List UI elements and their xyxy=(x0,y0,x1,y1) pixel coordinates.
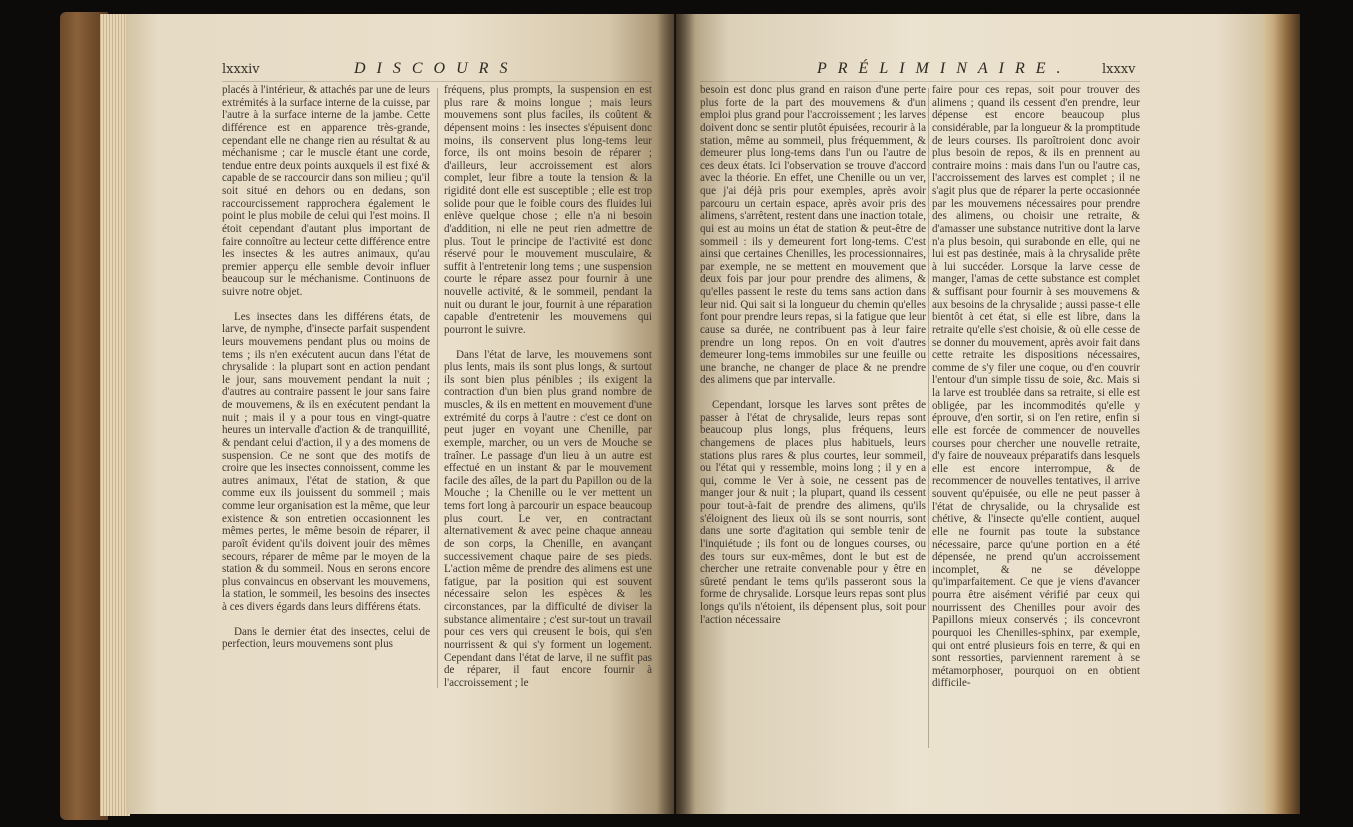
left-column-rule xyxy=(437,88,438,688)
left-header-rule xyxy=(222,81,652,82)
right-column-2 xyxy=(932,84,1140,760)
book-cover-right xyxy=(1262,14,1300,814)
left-column-1 xyxy=(222,84,430,710)
left-column-2 xyxy=(444,84,652,728)
paragraph: besoin est donc plus grand en raison d'une perte plus forte de la part des mouvemens & d'un emploi plus grand pour l'accroissement ; les larves doivent donc se sentir plutôt épuisées, recourir à la station, même au sommeil, plus fréquemment, & demeurer plus long-tems dans l'un ou l'autre de ces deux états. Ici l'observation se trouve d'accord avec la théorie. En effet, une Chenille ou un ver, que j'ai déjà pris pour exemples, après avoir parcouru un certain espace, après avoir pris des alimens, s'arrêtent, restent dans une inaction totale, qui est au moins un état de station & peut-être de sommeil : ils y demeurent fort long-tems. C'est ainsi que certaines Chenilles, les processionnaires, par exemple, ne se mettent en mouvement que deux fois par jour pour prendre des alimens, & qu'elles passent le reste du tems sans action dans leur nid. Qui sait si la longueur du chemin qu'elles font pour prendre leurs repas, si la fatigue que leur cause sa durée, ne contribuent pas à leur faire prendre un long repos. On en voit d'autres demeurer long-tems immobiles sur une feuille ou une branche, ne changer de place & ne prendre des alimens que par intervalle. xyxy=(700,84,926,387)
paragraph: Dans le dernier état des insectes, celui de perfection, leurs mouvemens sont plus xyxy=(222,625,430,651)
right-column-rule xyxy=(928,88,929,748)
book-gutter xyxy=(656,14,696,814)
right-running-head: PRÉLIMINAIRE. xyxy=(817,60,1072,77)
paragraph: fréquens, plus prompts, la suspension en est plus rare & moins longue ; mais leurs mouvemens sont plus faciles, ils coûtent & dépensent moins : les insectes s'épuisent donc moins, ils conservent plus long-tems leur force, ils ont moins besoin de réparer ; d'ailleurs, leur accroissement est alors complet, leur fibre a toute la tension & la rigidité dont elle est susceptible ; elle est trop solide pour que le foible cours des fluides lui enlève quelque chose ; elle n'a ni besoin d'addition, ni elle ne peut rien admettre de plus. Tout le principe de l'activité est donc réservé pour le mouvement musculaire, & suffit à l'entretenir long tems ; une suspension courte le répare assez pour fournir à une nouvelle activité, & le sommeil, pendant la nuit ou durant le jour, fournit à une réparation capable d'entretenir les mouvemens qui pourront le suivre. xyxy=(444,84,652,336)
left-running-head: DISCOURS xyxy=(354,60,519,77)
paragraph: Les insectes dans les différens états, de larve, de nymphe, d'insecte parfait suspendent leurs mouvemens pendant plus ou moins de tems ; ils n'en exécutent aucun dans l'état de chrysalide : la plupart sont en action pendant le jour, sans mouvement pendant la nuit ; d'autres au contraire passent le jour sans faire de mouvemens, & ils en exécutent pendant la nuit ; mais il y a pour tous en vingt-quatre heures un intervalle d'action & de tranquillité, & pendant celui d'action, il y a des momens de suspension. Ce ne sont que des motifs de croire que les insectes connoissent, comme les autres animaux, l'état de station, & que comme eux ils jouissent du sommeil ; mais comme leur organisation est la même, que leur existence & son entretien occasionnent les mêmes pertes, le même besoin de réparer, il paroît évident qu'ils doivent jouir des mêmes secours, réparer de même par le moyen de la station & du sommeil. Nous en serons encore plus convaincus en observant les mouvemens, la station, le sommeil, les besoins des insectes à ces divers égards dans leurs différens états. xyxy=(222,310,430,613)
paragraph: placés à l'intérieur, & attachés par une de leurs extrémités à la surface interne de la cuisse, par l'autre à la surface interne de la jambe. Cette différence est en apparence très-grande, cependant elle ne change rien au résultat & au méchanisme ; car le muscle étant une corde, tendue entre deux points auxquels il est fixé & capable de se raccourcir dans son milieu ; qu'il soit situé en dehors ou en dedans, son raccourcissement rapprochera également le point le plus mobile de celui qui l'est moins. Il étoit cependant d'autant plus important de faire connoître au lecteur cette différence entre les insectes & les autres animaux, qu'au premier apperçu elle semble devoir influer beaucoup sur le méchanisme. Continuons de suivre notre objet. xyxy=(222,84,430,298)
paragraph: Cependant, lorsque les larves sont prêtes de passer à l'état de chrysalide, leurs repas sont beaucoup plus longs, plus fréquens, leurs changemens de places plus habituels, leurs stations plus rares & plus courtes, leur sommeil, ou l'état qui y ressemble, moins long ; il y en a qui, comme le Ver à soie, ne cessent pas de manger jour & nuit ; la plupart, quand ils cessent pour tout-à-fait de prendre des alimens, qu'ils s'éloignent des lieux où ils se sont nourris, sont dans une sorte d'agitation qui semble tenir de l'inquiétude ; ils font ou de longues courses, ou des tours sur eux-mêmes, dont le but est de chercher une retraite convenable pour y être en sûreté pendant le tems qu'ils passeront sous la forme de chrysalide. Lorsque leurs repas sont plus longs qu'ils n'étoient, ils dépensent plus, soit pour l'action nécessaire xyxy=(700,399,926,626)
left-page-number: lxxxiv xyxy=(222,62,260,77)
paragraph: faire pour ces repas, soit pour trouver des alimens ; quand ils cessent d'en prendre, leur dépense est encore beaucoup plus considérable, par la longueur & la promptitude de leurs courses. Ils paroîtroient donc avoir plus besoin de repos, & ils en prennent au contraire moins : mais dans l'un ou l'autre cas, l'accroissement des larves est complet ; il ne s'agit plus que de réparer la perte occasionnée par les mouvemens nécessaires pour prendre des alimens, ou choisir une retraite, & d'amasser une substance nutritive dont la larve n'a plus besoin, qui surabonde en elle, qui ne lui est pas destinée, mais à la chrysalide prête à lui succéder. Lorsque la larve cesse de manger, l'amas de cette substance est complet & suffisant pour fournir à ses mouvemens & aux besoins de la chrysalide ; aussi passe-t elle bientôt à cet état, si elle est libre, dans la retraite qu'elle s'est choisie, & où elle cesse de se donner du mouvement, après avoir fait dans cette retraite les dispositions nécessaires, comme de s'y filer une coque, ou d'en couvrir l'entour d'un simple tissu de soie, &c. Mais si la larve est troublée dans sa retraite, si elle est obligée, par les incommodités qu'elle y éprouve, d'en sortir, si on l'en retire, enfin si elle est forcée de commencer de nouvelles courses pour chercher une nouvelle retraite, d'y faire de nouveaux préparatifs dans lesquels elle est encore interrompue, & de recommencer de nouvelles tentatives, il arrive souvent qu'épuisée, ou elle ne peut passer à l'état de chrysalide, ou la chrysalide est chétive, & l'insecte qu'elle contient, auquel elle ne fournit pas toute la substance nécessaire, parce qu'une portion en a été dépensée, ne prend qu'un accroissement incomplet, & ne se développe qu'imparfaitement. Ce que je viens d'avancer pourra être aisément vérifié par ceux qui nourrissent des Chenilles pour avoir des Papillons mieux conservés ; ils concevront pourquoi les Chenilles-sphinx, par exemple, qui ont entré plusieurs fois en terre, & qui en sont ressorties, parviennent rarement à se métamorphoser, pourquoi on en obtient difficile- xyxy=(932,84,1140,690)
right-page-number: lxxxv xyxy=(1102,62,1136,77)
right-column-1 xyxy=(700,84,926,768)
paragraph: Dans l'état de larve, les mouvemens sont plus lents, mais ils sont plus longs, & surtout ils sont bien plus pénibles ; ils exigent la contraction d'un bien plus grand nombre de muscles, & ils en mettent en mouvement d'une extrémité du corps à l'autre : c'est ce dont on peut juger en voyant une Chenille, par exemple, marcher, ou un vers de Mouche se traîner. Le passage d'un lieu à un autre est effectué en un instant & par le mouvement facile des aîles, de la part du Papillon ou de la Mouche ; la Chenille ou le ver mettent un tems fort long à parcourir un espace beaucoup plus court. Le ver, en contractant alternativement & avec peine chaque anneau de son corps, la Chenille, en avançant successivement chaque paire de ses pieds. L'action même de prendre des alimens est une fatigue, par la position qui est souvent nécessaire selon les espèces & les circonstances, par la difficulté de diviser la substance alimentaire ; c'est sur-tout un travail pour ces vers qui creusent le bois, qui s'en nourrissent & qui s'y forment un logement. Cependant dans l'état de larve, il ne suffit pas de réparer, il faut encore fournir à l'accroissement ; le xyxy=(444,348,652,689)
right-header-rule xyxy=(700,81,1140,82)
